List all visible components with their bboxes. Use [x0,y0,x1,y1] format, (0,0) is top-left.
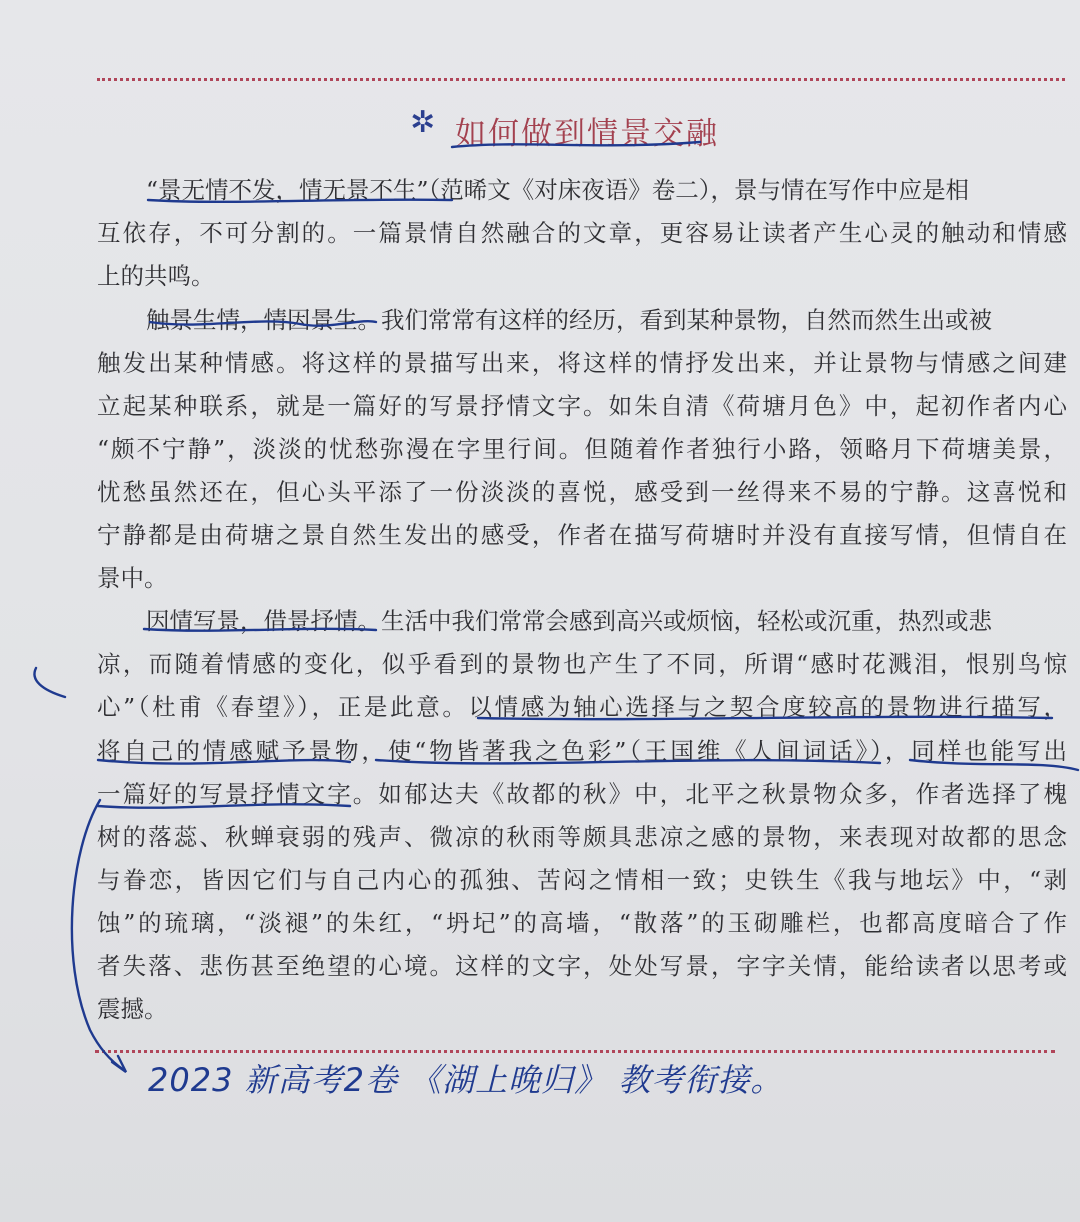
text-line: 一篇好的写景抒情文字。如郁达夫《故都的秋》中，北平之秋景物众多，作者选择了槐 [97,780,1067,808]
text-line: 与眷恋，皆因它们与自己内心的孤独、苦闷之情相一致；史铁生《我与地坛》中，“剥 [97,866,1067,894]
left-margin-bracket [34,668,65,697]
text-line: 宁静都是由荷塘之景自然生发出的感受，作者在描写荷塘时并没有直接写情，但情自在 [97,521,1067,549]
underline-topic-2 [144,629,376,631]
text-line: 震撼。 [97,995,168,1023]
handdrawn-star-mark-icon: ✲ [410,105,436,140]
text-line: 上的共鸣。 [97,262,215,290]
text-line: “颇不宁静”，淡淡的忧愁弥漫在字里行间。但随着作者独行小路，领略月下荷塘美景， [97,435,1067,463]
title-underline [452,142,700,147]
text-line: 树的落蕊、秋蝉衰弱的残声、微凉的秋雨等颇具悲凉之感的景物，来表现对故都的思念 [97,823,1067,851]
text-line: 者失落、悲伤甚至绝望的心境。这样的文字，处处写景，字字关情，能给读者以思考或 [97,952,1067,980]
underline-sentence-c [910,760,1078,770]
underline-topic-1 [150,321,376,326]
underline-sentence-a [478,717,1052,719]
underline-quote-2 [376,760,880,763]
handwritten-note: 2023 新高考2卷 《湖上晚归》 教考衔接。 [148,1061,784,1099]
text-line: 心”（杜甫《春望》），正是此意。以情感为轴心选择与之契合度较高的景物进行描写， [97,693,1067,721]
text-line: 景中。 [97,564,168,592]
text-line: 立起某种联系，就是一篇好的写景抒情文字。如朱自清《荷塘月色》中，起初作者内心 [97,392,1067,420]
underline-quote-1 [148,200,452,202]
text-line: 凉，而随着情感的变化，似乎看到的景物也产生了不同，所谓“感时花溅泪，恨别鸟惊 [97,650,1067,678]
text-line: 互依存，不可分割的。一篇景情自然融合的文章，更容易让读者产生心灵的触动和情感 [97,219,1067,247]
text-line: 将自己的情感赋予景物，使“物皆著我之色彩”（王国维《人间词话》），同样也能写出 [97,737,1067,765]
text-line: 忧愁虽然还在，但心头平添了一份淡淡的喜悦，感受到一丝得来不易的宁静。这喜悦和 [97,478,1067,506]
text-line: 触景生情，情因景生。我们常常有这样的经历，看到某种景物，自然而然生出或被 [146,306,992,334]
text-line: 触发出某种情感。将这样的景描写出来，将这样的情抒发出来，并让景物与情感之间建 [97,349,1067,377]
text-line: “景无情不发，情无景不生”（范晞文《对床夜语》卷二），景与情在写作中应是相 [146,176,970,204]
text-line: 蚀”的琉璃，“淡褪”的朱红，“坍圮”的高墙，“散落”的玉砌雕栏，也都高度暗合了作 [97,909,1067,937]
text-line: 因情写景，借景抒情。生活中我们常常会感到高兴或烦恼，轻松或沉重，热烈或悲 [146,607,992,635]
arrow-curve [72,800,124,1070]
underline-sentence-b [98,760,350,764]
section-title: 如何做到情景交融 [455,116,719,152]
arrow-head [112,1056,126,1072]
underline-sentence-d [98,804,350,807]
